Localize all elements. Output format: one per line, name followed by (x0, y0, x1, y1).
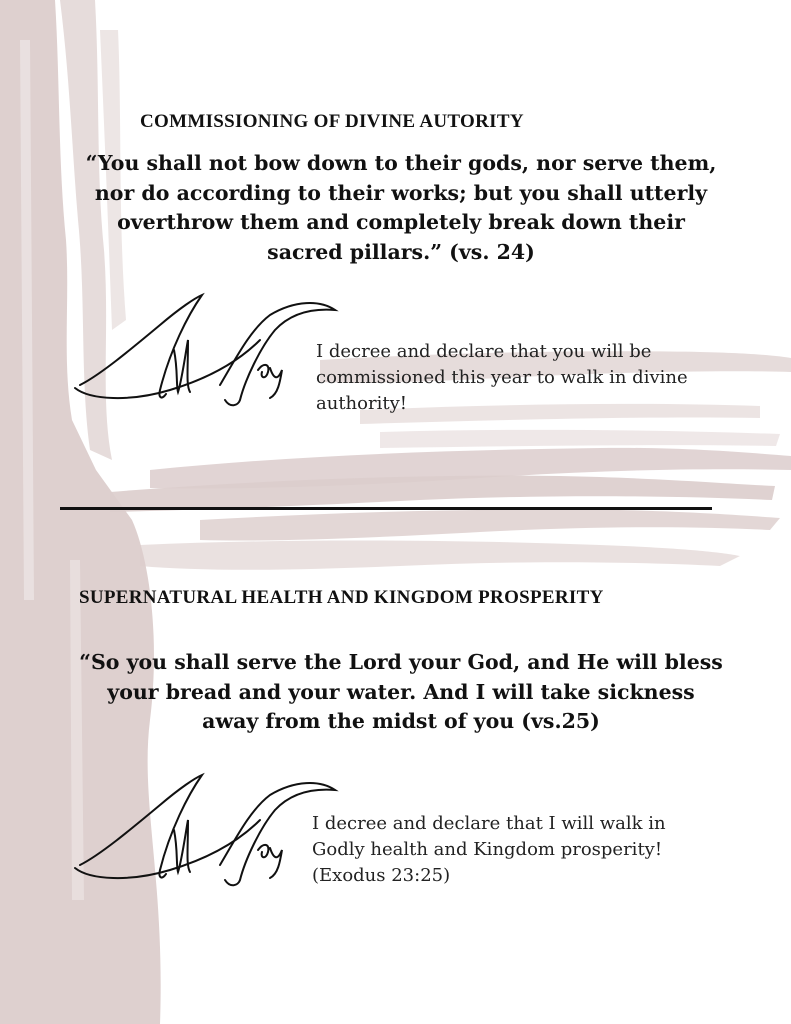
section-divider (60, 507, 712, 510)
decree-text-2: I decree and declare that I will walk in Godly health and Kingdom prosperity! (Exodus 23:25) (312, 813, 666, 886)
all-say-signature (70, 290, 350, 410)
decree-text-1: I decree and declare that you will be commissioned this year to walk in divine authority! (316, 341, 688, 414)
scripture-quote-vs24: “You shall not bow down to their gods, nor serve them, nor do according to their works; but you shall utterly overthrow them and completely break down their sacred pillars.” (vs. 24) (85, 151, 717, 264)
section-heading-health-prosperity: SUPERNATURAL HEALTH AND KINGDOM PROSPERITY (79, 587, 604, 608)
section-heading-commissioning: COMMISSIONING OF DIVINE AUTORITY (140, 111, 524, 132)
all-say-signature-2 (70, 770, 350, 890)
scripture-quote-vs25: “So you shall serve the Lord your God, and He will bless your bread and your water. And I will take sickness away from the midst of you (vs.25) (79, 650, 723, 733)
